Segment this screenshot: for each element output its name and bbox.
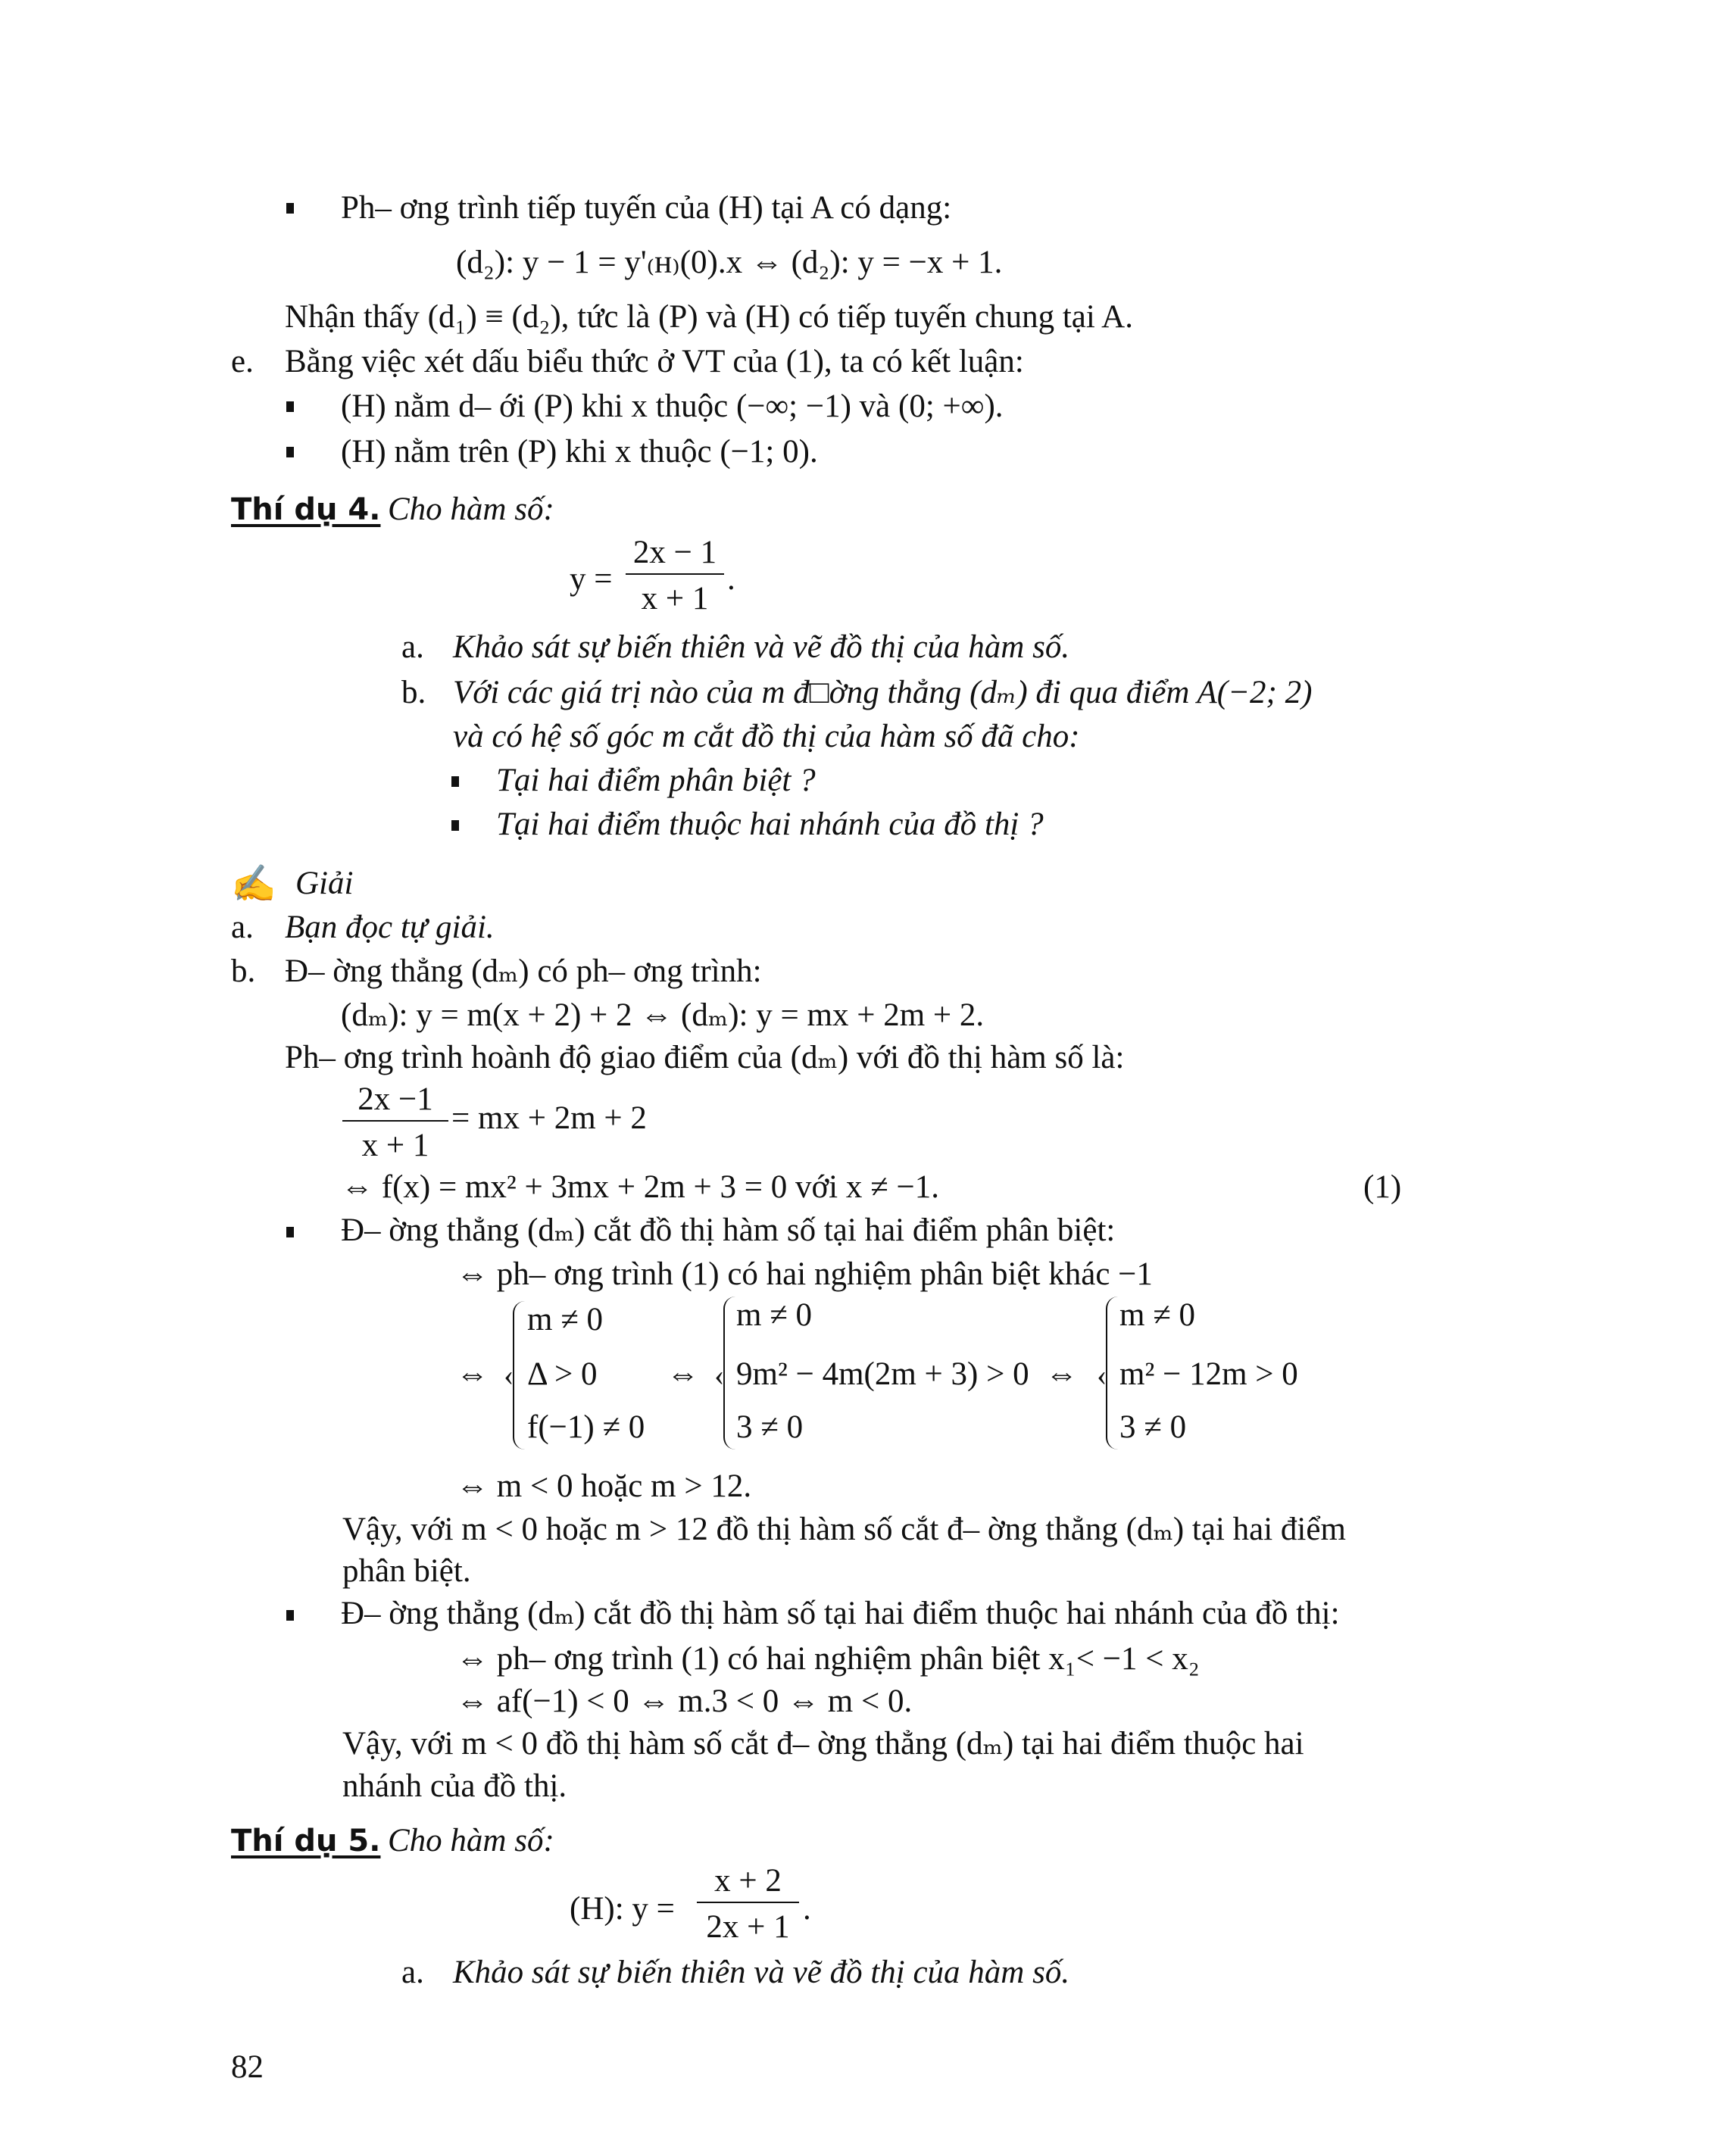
list-label: b. (401, 675, 426, 710)
bullet (451, 776, 459, 787)
text-line: Đ– ờng thẳng (dₘ) có ph– ơng trình: (285, 953, 762, 989)
system-line: 9m² − 4m(2m + 3) > 0 (736, 1356, 1029, 1392)
pencil-icon: ✍ (231, 864, 276, 904)
text-line: Ph– ơng trình hoành độ giao điểm của (dₘ) với đồ thị hàm số là: (285, 1040, 1125, 1075)
equation-rhs: = mx + 2m + 2 (451, 1100, 647, 1136)
text-line: Vậy, với m < 0 đồ thị hàm số cắt đ– ờng thẳng (dₘ) tại hai điểm thuộc hai (342, 1726, 1304, 1762)
list-label: e. (231, 344, 254, 379)
equation-lhs: (H): y = (570, 1891, 675, 1927)
equation-lhs: y = (570, 561, 613, 597)
task-text: Tại hai điểm phân biệt ? (496, 763, 816, 798)
text-line: Đ– ờng thẳng (dₘ) cắt đồ thị hàm số tại hai điểm thuộc hai nhánh của đồ thị: (341, 1596, 1340, 1631)
punct: . (727, 561, 735, 597)
brace-point: ‹ (714, 1358, 725, 1392)
bullet (451, 820, 459, 831)
fraction (626, 536, 724, 615)
system-line: 3 ≠ 0 (1119, 1409, 1187, 1445)
numerator: 2x − 1 (632, 535, 717, 570)
brace (723, 1297, 735, 1450)
brace (1106, 1297, 1118, 1450)
system-line: f(−1) ≠ 0 (527, 1409, 645, 1445)
list-label: a. (231, 910, 254, 945)
brace-point: ‹ (504, 1358, 514, 1392)
numerator: x + 2 (714, 1863, 782, 1899)
example-intro: Cho hàm số: (388, 1823, 554, 1858)
example-heading: Thí dụ 5. (231, 1824, 381, 1858)
system-line: m ≠ 0 (736, 1297, 813, 1333)
task-text: và có hệ số góc m cắt đồ thị của hàm số đã cho: (453, 719, 1080, 754)
denominator: x + 1 (361, 1128, 429, 1163)
equation-line: (d₂): y − 1 = y'₍ʜ₎(0).x ⇔ (d₂): y = −x + 1. (456, 245, 1003, 280)
text-line: nhánh của đồ thị. (342, 1768, 567, 1804)
denominator: 2x + 1 (706, 1909, 790, 1945)
brace (513, 1301, 525, 1450)
solution-title: Giải (295, 866, 354, 901)
task-text: Tại hai điểm thuộc hai nhánh của đồ thị ? (496, 807, 1044, 842)
text-line: (H) nằm trên (P) khi x thuộc (−1; 0). (341, 434, 818, 470)
equation-line: ⇔ f(x) = mx² + 3mx + 2m + 3 = 0 với x ≠ −1. (341, 1169, 939, 1205)
text-line: Bằng việc xét dấu biểu thức ở VT của (1), ta có kết luận: (285, 344, 1024, 379)
text-line: Ph– ơng trình tiếp tuyến của (H) tại A có dạng: (341, 190, 952, 226)
bullet (286, 401, 294, 412)
bullet (286, 1610, 294, 1621)
text-line: phân biệt. (342, 1553, 471, 1589)
equation-line: ⇔ m < 0 hoặc m > 12. (456, 1468, 752, 1504)
text-line: Nhận thấy (d₁) ≡ (d₂), tức là (P) và (H) có tiếp tuyến chung tại A. (285, 299, 1133, 335)
system-line: Δ > 0 (527, 1356, 598, 1392)
equation-line: ⇔ ph– ơng trình (1) có hai nghiệm phân biệt khác −1 (456, 1256, 1153, 1292)
equivalence-arrow: ⇔ (667, 1356, 699, 1392)
system-line: m ≠ 0 (527, 1302, 604, 1337)
task-text: Với các giá trị nào của m đ□ờng thẳng (dₘ) đi qua điểm A(−2; 2) (453, 675, 1313, 710)
fraction (342, 1083, 448, 1162)
text-line: (H) nằm d– ới (P) khi x thuộc (−∞; −1) và (0; +∞). (341, 389, 1004, 424)
text-line: Đ– ờng thẳng (dₘ) cắt đồ thị hàm số tại hai điểm phân biệt: (341, 1212, 1116, 1248)
numerator: 2x −1 (358, 1081, 433, 1117)
brace-point: ‹ (1097, 1358, 1107, 1392)
list-label: a. (401, 629, 424, 665)
list-label: a. (401, 1955, 424, 1990)
equation-tag: (1) (1363, 1169, 1402, 1205)
task-text: Khảo sát sự biến thiên và vẽ đồ thị của hàm số. (453, 1955, 1070, 1990)
bullet (286, 1227, 294, 1237)
page-number: 82 (231, 2049, 264, 2085)
equation-line: ⇔ af(−1) < 0 ⇔ m.3 < 0 ⇔ m < 0. (456, 1684, 913, 1719)
bullet (286, 203, 294, 214)
task-text: Khảo sát sự biến thiên và vẽ đồ thị của hàm số. (453, 629, 1070, 665)
text-line: Bạn đọc tự giải. (285, 910, 495, 945)
system-line: m² − 12m > 0 (1119, 1356, 1298, 1392)
denominator: x + 1 (641, 581, 709, 616)
system-line: 3 ≠ 0 (736, 1409, 804, 1445)
equivalence-arrow: ⇔ (1045, 1356, 1078, 1392)
equivalence-arrow: ⇔ (456, 1356, 489, 1392)
equation-line: ⇔ ph– ơng trình (1) có hai nghiệm phân biệt x₁< −1 < x₂ (456, 1641, 1200, 1677)
system-line: m ≠ 0 (1119, 1297, 1196, 1333)
fraction (697, 1865, 799, 1943)
example-heading: Thí dụ 4. (231, 492, 381, 527)
bullet (286, 447, 294, 457)
equation-line: (dₘ): y = m(x + 2) + 2 ⇔ (dₘ): y = mx + 2m + 2. (341, 997, 985, 1033)
example-intro: Cho hàm số: (388, 492, 554, 527)
text-line: Vậy, với m < 0 hoặc m > 12 đồ thị hàm số cắt đ– ờng thẳng (dₘ) tại hai điểm (342, 1512, 1346, 1547)
list-label: b. (231, 953, 256, 989)
punct: . (803, 1891, 811, 1927)
